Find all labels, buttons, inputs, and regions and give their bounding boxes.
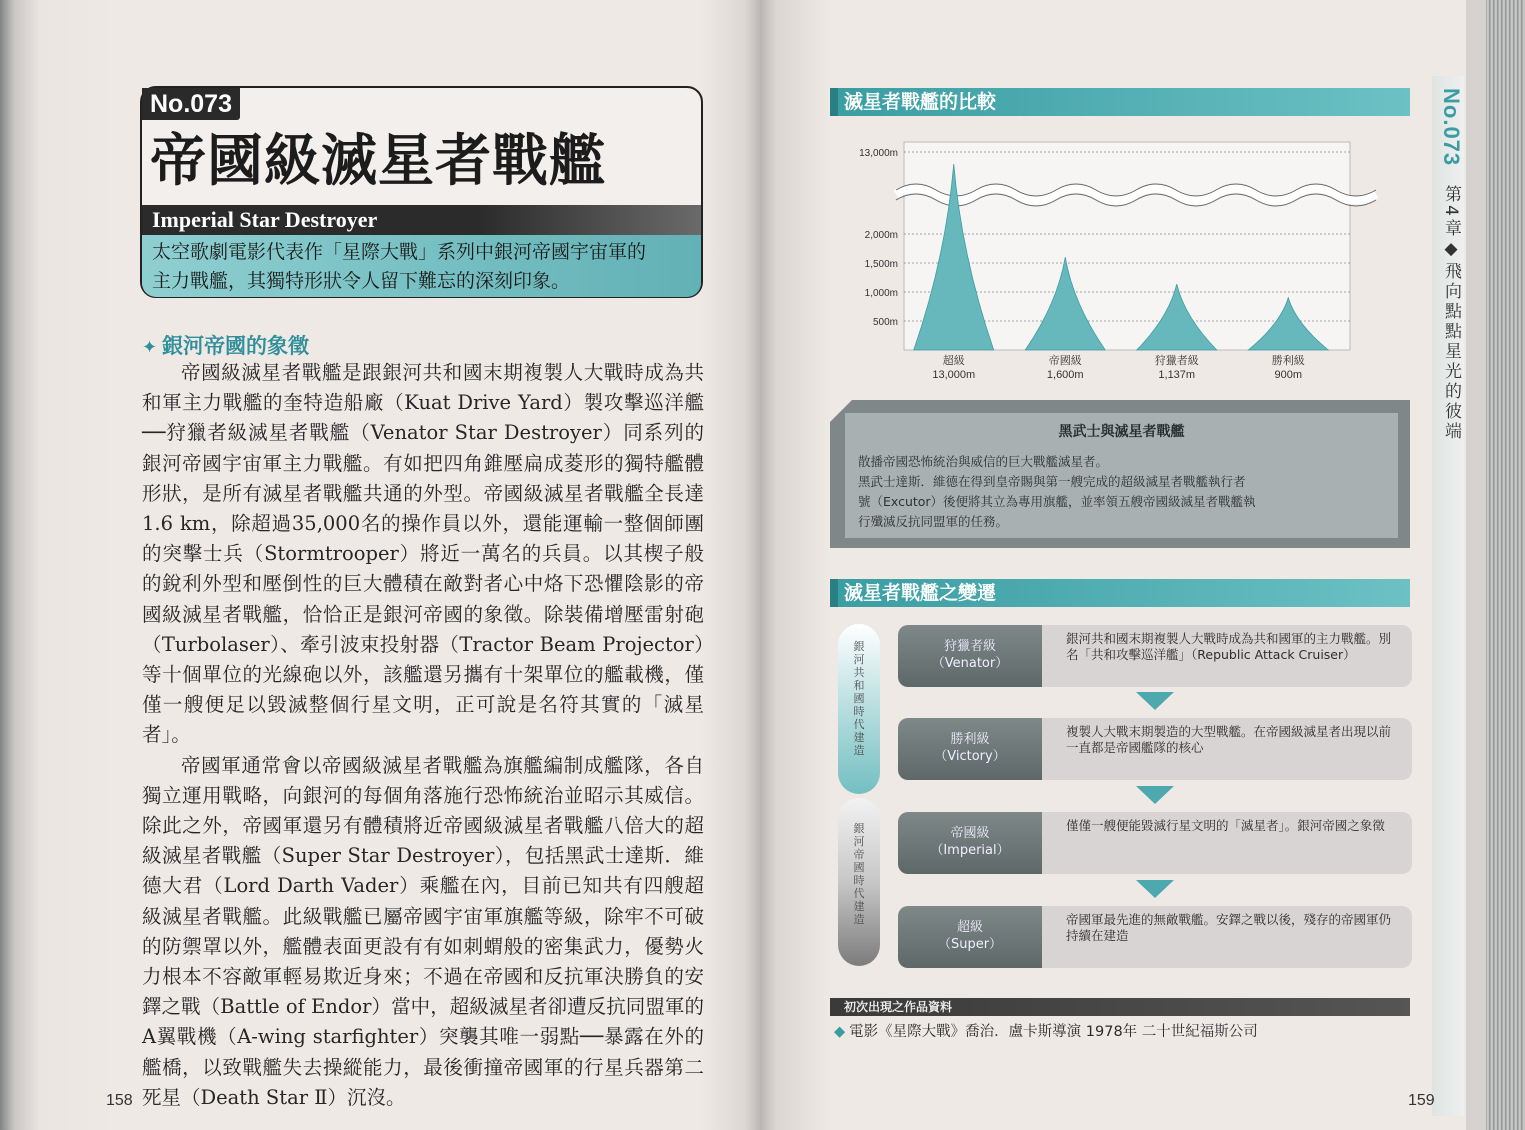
y-tick-label: 2,000m (864, 230, 898, 241)
page-edges (1486, 0, 1525, 1130)
class-label (898, 625, 1042, 687)
era-label-republic: 銀河共和國時代建造 (853, 640, 865, 757)
lead-text (142, 235, 701, 297)
category-length-label: 900m (1274, 369, 1303, 381)
source-text: 電影《星際大戰》喬治．盧卡斯導演 1978年 二十世紀福斯公司 (849, 1024, 1258, 1040)
class-name: 勝利級 (950, 732, 990, 747)
body-text (142, 358, 704, 1113)
length-comparison-chart (830, 132, 1390, 390)
category-length-label: 1,137m (1158, 369, 1196, 381)
lead-line: 太空歌劇電影代表作「星際大戰」系列中銀河帝國宇宙軍的 (152, 241, 647, 263)
class-label (898, 812, 1042, 874)
category-length-label: 1,600m (1046, 369, 1084, 381)
y-tick-label: 500m (872, 317, 898, 328)
page-title: 帝國級滅星者戰艦 (150, 128, 606, 194)
class-description: 帝國軍最先進的無敵戰艦。安鐸之戰以後，殘存的帝國軍仍持續在建造 (1042, 906, 1412, 968)
evolution-row (898, 625, 1412, 687)
page-number-left: 158 (106, 1092, 133, 1109)
evolution-heading: 滅星者戰艦之變遷 (830, 579, 1410, 607)
evolution-row (898, 906, 1412, 968)
category-label: 狩獵者級 (1154, 354, 1199, 367)
evolution-row (898, 812, 1412, 874)
down-arrow-icon (1136, 692, 1174, 710)
section-heading-text: 銀河帝國的象徵 (162, 334, 309, 358)
class-name: 帝國級 (950, 826, 990, 841)
category-label: 勝利級 (1271, 354, 1305, 367)
side-entry-number: No.073 (1439, 88, 1464, 167)
info-line: 行殲滅反抗同盟軍的任務。 (858, 514, 1009, 529)
chart-heading: 滅星者戰艦的比較 (830, 88, 1410, 116)
info-box-title: 黑武士與滅星者戰艦 (1058, 424, 1185, 440)
info-line: 散播帝國恐怖統治與威信的巨大戰艦滅星者。 (858, 454, 1109, 469)
evolution-row (898, 718, 1412, 780)
class-name: 超級 (956, 920, 983, 935)
era-label-empire: 銀河帝國時代建造 (853, 822, 865, 926)
class-description: 僅僅一艘便能毀滅行星文明的「滅星者」。銀河帝國之象徵 (1042, 812, 1412, 874)
class-name-en: （Victory） (934, 749, 1006, 764)
y-tick-label: 1,500m (864, 259, 898, 270)
category-label: 超級 (942, 354, 965, 367)
class-description: 複製人大戰末期製造的大型戰艦。在帝國級滅星者出現以前一直都是帝國艦隊的核心 (1042, 718, 1412, 780)
class-label (898, 718, 1042, 780)
category-label: 帝國級 (1048, 354, 1082, 367)
sparkle-icon: ✦ (142, 337, 158, 358)
source-heading: 初次出現之作品資料 (830, 998, 1410, 1016)
entry-number-tag: No.073 (142, 88, 240, 120)
down-arrow-icon (1136, 786, 1174, 804)
info-line: 號（Excutor）後便將其立為專用旗艦，並率領五艘帝國級滅星者戰艦執 (858, 494, 1256, 509)
class-label (898, 906, 1042, 968)
english-title: Imperial Star Destroyer (142, 205, 701, 235)
category-length-label: 13,000m (932, 369, 976, 381)
y-tick-label: 13,000m (859, 148, 898, 159)
source-line (834, 1020, 1258, 1041)
paragraph: 帝國級滅星者戰艦是跟銀河共和國末期複製人大戰時成為共和軍主力戰艦的奎特造船廠（Kuat Drive Yard）製攻擊巡洋艦──狩獵者級滅星者戰艦（Venator Star Destroyer）同系列的銀河帝國宇宙軍主力戰艦。有如把四角錐壓扁成菱形的獨特艦體形狀，是所有滅星者戰艦共通的外型。帝國級滅星者戰艦全長達1.6 km，除超過35,000名的操作員以外，還能運輸一整個師團的突擊士兵（Stormtrooper）將近一萬名的兵員。以其楔子般的銳利外型和壓倒性的巨大體積在敵對者心中烙下恐懼陰影的帝國級滅星者戰艦，恰恰正是銀河帝國的象徵。除裝備增壓雷射砲（Turbolaser）、牽引波束投射器（Tractor Beam Projector）等十個單位的光線砲以外，該艦還另攜有十架單位的艦載機，僅僅一艘便足以毀滅整個行星文明，正可說是名符其實的「滅星者」。 (142, 361, 704, 747)
class-name-en: （Venator） (931, 656, 1009, 671)
section-heading (142, 330, 309, 360)
class-description: 銀河共和國末期複製人大戰時成為共和國軍的主力戰艦。別名「共和攻擊巡洋艦」（Republic Attack Cruiser） (1042, 625, 1412, 687)
side-chapter-title: 第4章◆飛向點點星光的彼端 (1441, 185, 1461, 442)
down-arrow-icon (1136, 880, 1174, 898)
class-name: 狩獵者級 (943, 639, 996, 654)
page-number-right: 159 (1408, 1092, 1435, 1109)
info-line: 黑武士達斯．維德在得到皇帝賜與第一艘完成的超級滅星者戰艦執行者 (858, 474, 1246, 489)
info-box-text (858, 452, 1388, 532)
bullet-icon: ◆ (834, 1024, 846, 1040)
paragraph: 帝國軍通常會以帝國級滅星者戰艦為旗艦編制成艦隊，各自獨立運用戰略，向銀河的每個角落施行恐怖統治並昭示其威信。除此之外，帝國軍還另有體積將近帝國級滅星者戰艦八倍大的超級滅星者戰艦（Super Star Destroyer），包括黑武士達斯．維德大君（Lord Darth Vader）乘艦在內，目前已知共有四艘超級滅星者戰艦。此級戰艦已屬帝國宇宙軍旗艦等級，除牢不可破的防禦罩以外，艦體表面更設有有如刺蝟般的密集武力，優勢火力根本不容敵軍輕易欺近身來；不過在帝國和反抗軍決勝負的安鐸之戰（Battle of Endor）當中，超級滅星者卻遭反抗同盟軍的A翼戰機（A-wing starfighter）突襲其唯一弱點──暴露在外的艦橋，以致戰艦失去操縱能力，最後衝撞帝國軍的行星兵器第二死星（Death Star Ⅱ）沉沒。 (142, 753, 704, 1109)
class-name-en: （Imperial） (930, 843, 1010, 858)
lead-line: 主力戰艦，其獨特形狀令人留下難忘的深刻印象。 (152, 270, 571, 292)
page-edge-strip (1466, 0, 1486, 1130)
class-name-en: （Super） (937, 937, 1003, 952)
y-tick-label: 1,000m (864, 288, 898, 299)
